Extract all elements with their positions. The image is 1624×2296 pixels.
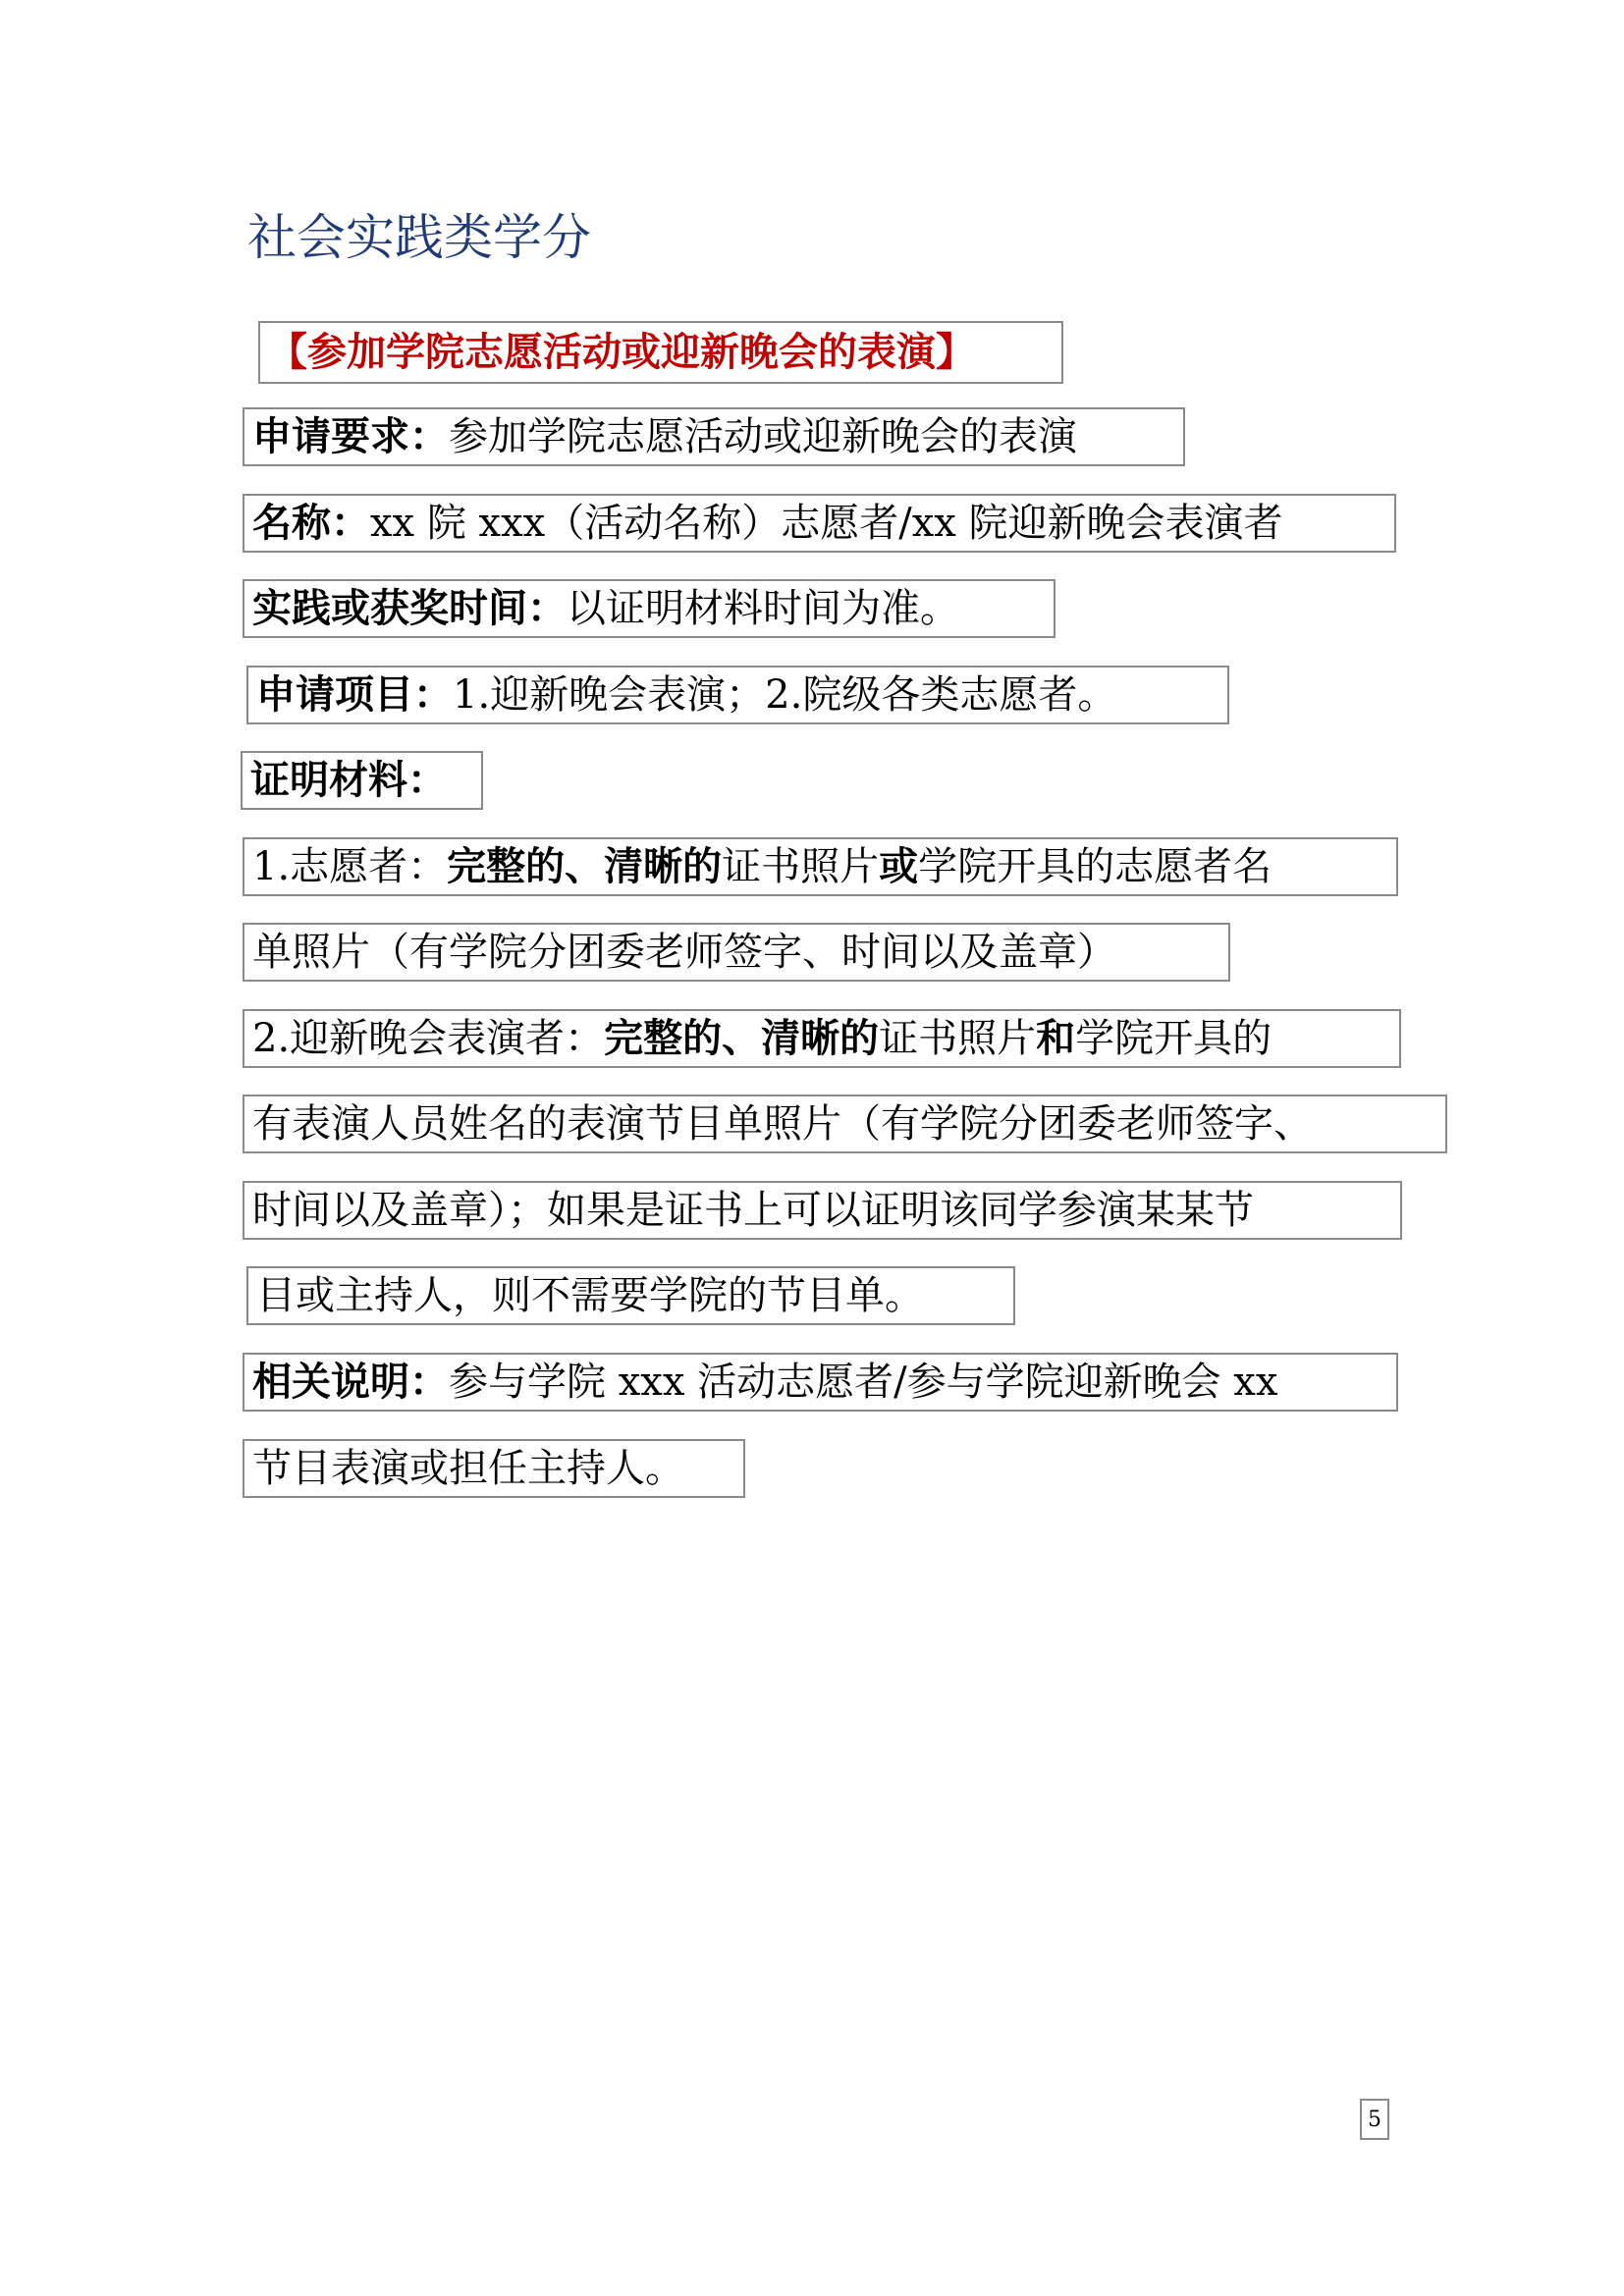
performer-mid: 证书照片 bbox=[879, 1016, 1037, 1061]
category-title bbox=[258, 321, 1063, 384]
volunteer-bold-1: 完整的、清晰的 bbox=[447, 844, 723, 889]
time-row bbox=[243, 579, 1056, 638]
performer-line-2-text: 有表演人员姓名的表演节目单照片（有学院分团委老师签字、 bbox=[252, 1101, 1313, 1147]
performer-line-4 bbox=[246, 1266, 1015, 1325]
items-row bbox=[246, 666, 1229, 724]
name-label: 名称： bbox=[252, 501, 370, 546]
volunteer-mid: 证书照片 bbox=[722, 844, 880, 889]
volunteer-prefix: 1.志愿者： bbox=[252, 844, 448, 889]
time-label: 实践或获奖时间： bbox=[252, 586, 567, 631]
page-number: 5 bbox=[1360, 2099, 1389, 2140]
performer-line-4-text: 目或主持人，则不需要学院的节目单。 bbox=[256, 1273, 924, 1318]
notes-label: 相关说明： bbox=[252, 1360, 449, 1405]
performer-line-3-text: 时间以及盖章）；如果是证书上可以证明该同学参演某某节 bbox=[252, 1188, 1254, 1233]
performer-line-2 bbox=[243, 1095, 1447, 1153]
performer-bold-2: 和 bbox=[1036, 1016, 1076, 1061]
requirement-label: 申请要求： bbox=[252, 414, 449, 459]
name-row bbox=[243, 494, 1396, 553]
time-text: 以证明材料时间为准。 bbox=[567, 586, 959, 631]
performer-suffix: 学院开具的 bbox=[1075, 1016, 1272, 1061]
items-label: 申请项目： bbox=[256, 672, 453, 718]
volunteer-line-2 bbox=[243, 923, 1230, 982]
volunteer-suffix: 学院开具的志愿者名 bbox=[918, 844, 1272, 889]
requirement-text: 参加学院志愿活动或迎新晚会的表演 bbox=[449, 414, 1077, 459]
items-text: 1.迎新晚会表演；2.院级各类志愿者。 bbox=[453, 672, 1117, 718]
volunteer-bold-2: 或 bbox=[879, 844, 919, 889]
performer-prefix: 2.迎新晚会表演者： bbox=[252, 1016, 605, 1061]
section-heading: 社会实践类学分 bbox=[247, 209, 591, 266]
notes-line-1 bbox=[243, 1353, 1398, 1412]
performer-bold-1: 完整的、清晰的 bbox=[604, 1016, 880, 1061]
proof-label: 证明材料： bbox=[250, 758, 447, 803]
performer-line-1 bbox=[243, 1009, 1401, 1068]
proof-label-row bbox=[241, 751, 483, 810]
name-text: xx 院 xxx（活动名称）志愿者/xx 院迎新晚会表演者 bbox=[370, 501, 1283, 546]
notes-line-1-text: 参与学院 xxx 活动志愿者/参与学院迎新晚会 xx bbox=[449, 1360, 1278, 1405]
requirement-row bbox=[243, 407, 1185, 466]
notes-line-2 bbox=[243, 1439, 745, 1498]
volunteer-line-1 bbox=[243, 837, 1398, 896]
volunteer-line-2-text: 单照片（有学院分团委老师签字、时间以及盖章） bbox=[252, 930, 1116, 975]
notes-line-2-text: 节目表演或担任主持人。 bbox=[252, 1446, 684, 1491]
performer-line-3 bbox=[243, 1181, 1402, 1240]
category-title-text: 【参加学院志愿活动或迎新晚会的表演】 bbox=[268, 330, 975, 375]
